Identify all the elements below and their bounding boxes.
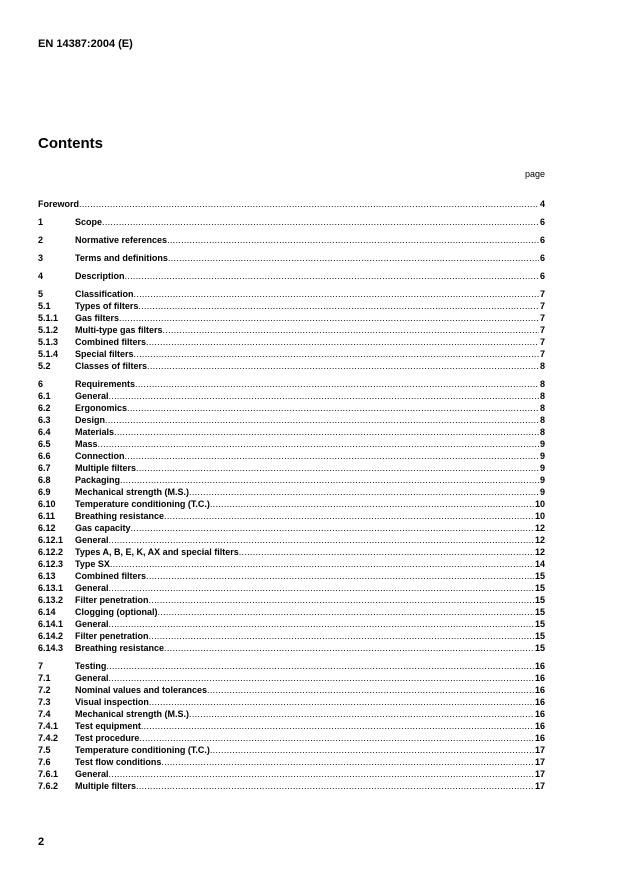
dot-leader bbox=[157, 606, 534, 618]
toc-entry[interactable] bbox=[38, 498, 545, 510]
dot-leader bbox=[163, 324, 539, 336]
toc-entry-page: 16 bbox=[534, 709, 545, 719]
toc-entry-body bbox=[75, 438, 545, 450]
toc-entry[interactable] bbox=[38, 438, 545, 450]
dot-leader bbox=[210, 498, 534, 510]
toc-entry-number: 6 bbox=[38, 379, 44, 389]
dot-leader bbox=[210, 744, 534, 756]
page-column-label: page bbox=[524, 169, 545, 179]
toc-entry-body bbox=[75, 744, 545, 756]
toc-entry-label: General bbox=[75, 619, 109, 629]
toc-entry-number: 6.11 bbox=[38, 511, 56, 521]
toc-entry[interactable] bbox=[38, 570, 545, 582]
toc-entry-page: 6 bbox=[539, 253, 545, 263]
toc-entry-number: 6.5 bbox=[38, 439, 51, 449]
toc-entry-page: 12 bbox=[534, 547, 545, 557]
dot-leader bbox=[146, 336, 539, 348]
toc-entry-body bbox=[75, 378, 545, 390]
toc-entry-page: 15 bbox=[534, 595, 545, 605]
toc-entry-body bbox=[75, 486, 545, 498]
toc-entry-label: Nominal values and tolerances bbox=[75, 685, 208, 695]
toc-entry-body bbox=[75, 414, 545, 426]
toc-entry-number: 6.14.1 bbox=[38, 619, 64, 629]
dot-leader bbox=[114, 426, 539, 438]
dot-leader bbox=[134, 288, 539, 300]
toc-entry-label: Test equipment bbox=[75, 721, 141, 731]
toc-entry-number: 7.4.1 bbox=[38, 721, 59, 731]
toc-entry-body bbox=[75, 252, 545, 264]
toc-entry-number: 6.6 bbox=[38, 451, 51, 461]
toc-entry-number: 6.13.2 bbox=[38, 595, 64, 605]
toc-entry-page: 7 bbox=[539, 325, 545, 335]
toc-entry-page: 16 bbox=[534, 733, 545, 743]
toc-entry-body bbox=[75, 546, 545, 558]
toc-entry-label: Types A, B, E, K, AX and special filters bbox=[75, 547, 239, 557]
dot-leader bbox=[102, 216, 539, 228]
dot-leader bbox=[189, 486, 539, 498]
dot-leader bbox=[149, 696, 534, 708]
toc-entry-label: Breathing resistance bbox=[75, 511, 165, 521]
toc-entry-label: Requirements bbox=[75, 379, 136, 389]
dot-leader bbox=[147, 360, 539, 372]
toc-entry[interactable] bbox=[38, 594, 545, 606]
toc-entry-label: Type SX bbox=[75, 559, 110, 569]
toc-entry[interactable] bbox=[38, 402, 545, 414]
toc-entry-label: Filter penetration bbox=[75, 631, 149, 641]
toc-entry-number: 6.13.1 bbox=[38, 583, 64, 593]
toc-entry-page: 15 bbox=[534, 607, 545, 617]
toc-entry-number: 6.14 bbox=[38, 607, 56, 617]
toc-entry[interactable] bbox=[38, 684, 545, 696]
dot-leader bbox=[79, 198, 539, 210]
toc-entry[interactable] bbox=[38, 462, 545, 474]
toc-entry-label: Classification bbox=[75, 289, 134, 299]
toc-entry-label: Mechanical strength (M.S.) bbox=[75, 487, 190, 497]
toc-entry[interactable] bbox=[38, 558, 545, 570]
toc-entry-page: 10 bbox=[534, 499, 545, 509]
toc-entry[interactable] bbox=[38, 732, 545, 744]
dot-leader bbox=[106, 660, 534, 672]
toc-entry-label: Ergonomics bbox=[75, 403, 128, 413]
toc-entry-page: 16 bbox=[534, 685, 545, 695]
toc-entry[interactable] bbox=[38, 426, 545, 438]
toc-entry-number: 7.6.1 bbox=[38, 769, 59, 779]
toc-entry-page: 17 bbox=[534, 745, 545, 755]
toc-entry-page: 9 bbox=[539, 475, 545, 485]
toc-entry-label: General bbox=[75, 583, 109, 593]
toc-entry-number: 6.14.2 bbox=[38, 631, 64, 641]
toc-entry-body bbox=[75, 732, 545, 744]
toc-entry-body bbox=[75, 474, 545, 486]
toc-entry-body bbox=[75, 684, 545, 696]
toc-entry-page: 6 bbox=[539, 271, 545, 281]
toc-entry-label: Testing bbox=[75, 661, 107, 671]
toc-entry-number: 5.1.1 bbox=[38, 313, 59, 323]
toc-entry-body bbox=[75, 348, 545, 360]
dot-leader bbox=[164, 510, 534, 522]
toc-entry-label: Multiple filters bbox=[75, 463, 137, 473]
toc-entry-page: 15 bbox=[534, 583, 545, 593]
document-id: EN 14387:2004 (E) bbox=[38, 38, 133, 50]
toc-entry[interactable] bbox=[38, 642, 545, 654]
toc-entry-label: Gas capacity bbox=[75, 523, 131, 533]
toc-entry-body bbox=[75, 324, 545, 336]
toc-entry-label: Multiple filters bbox=[75, 781, 137, 791]
toc-entry[interactable] bbox=[38, 744, 545, 756]
toc-entry-number: 5.2 bbox=[38, 361, 51, 371]
toc-entry[interactable] bbox=[38, 216, 545, 228]
toc-entry-page: 6 bbox=[539, 235, 545, 245]
toc-entry-page: 8 bbox=[539, 391, 545, 401]
toc-entry-page: 7 bbox=[539, 313, 545, 323]
toc-entry-body bbox=[75, 606, 545, 618]
dot-leader bbox=[98, 438, 539, 450]
toc-entry-body bbox=[75, 768, 545, 780]
toc-entry-number: 6.8 bbox=[38, 475, 51, 485]
toc-entry-number: 7.3 bbox=[38, 697, 51, 707]
dot-leader bbox=[109, 534, 534, 546]
dot-leader bbox=[207, 684, 534, 696]
toc-entry-page: 16 bbox=[534, 673, 545, 683]
toc-entry-label: Mechanical strength (M.S.) bbox=[75, 709, 190, 719]
toc-entry-number: 6.12.1 bbox=[38, 535, 64, 545]
toc-entry[interactable] bbox=[38, 378, 545, 390]
toc-entry[interactable] bbox=[38, 234, 545, 246]
toc-entry-body bbox=[75, 696, 545, 708]
toc-entry-body bbox=[75, 402, 545, 414]
toc-entry-page: 7 bbox=[539, 301, 545, 311]
dot-leader bbox=[131, 522, 534, 534]
toc-entry[interactable] bbox=[38, 618, 545, 630]
toc-entry-page: 12 bbox=[534, 535, 545, 545]
toc-entry-label: Temperature conditioning (T.C.) bbox=[75, 745, 210, 755]
toc-entry[interactable] bbox=[38, 672, 545, 684]
toc-entry[interactable] bbox=[38, 780, 545, 792]
toc-entry[interactable] bbox=[38, 252, 545, 264]
toc-entry-body bbox=[75, 300, 545, 312]
dot-leader bbox=[138, 300, 539, 312]
toc-entry-body bbox=[75, 360, 545, 372]
toc-entry[interactable] bbox=[38, 300, 545, 312]
toc-entry-label: General bbox=[75, 535, 109, 545]
toc-entry-number: 7.1 bbox=[38, 673, 51, 683]
toc-entry-body bbox=[75, 756, 545, 768]
dot-leader bbox=[136, 462, 539, 474]
dot-leader bbox=[125, 270, 539, 282]
dot-leader bbox=[125, 450, 539, 462]
toc-entry-number: 6.3 bbox=[38, 415, 51, 425]
toc-entry-number: 6.14.3 bbox=[38, 643, 64, 653]
toc-entry-label: Clogging (optional) bbox=[75, 607, 158, 617]
toc-entry-number: 5.1 bbox=[38, 301, 51, 311]
dot-leader bbox=[239, 546, 534, 558]
toc-entry-number: 7.6.2 bbox=[38, 781, 59, 791]
dot-leader bbox=[127, 402, 539, 414]
page-title: Contents bbox=[38, 135, 103, 152]
toc-entry-number: 4 bbox=[38, 271, 44, 281]
dot-leader bbox=[109, 768, 534, 780]
toc-entry-page: 9 bbox=[539, 439, 545, 449]
toc-entry-number: 6.1 bbox=[38, 391, 51, 401]
toc-entry-page: 15 bbox=[534, 619, 545, 629]
toc-entry-label: Types of filters bbox=[75, 301, 139, 311]
toc-entry[interactable] bbox=[38, 312, 545, 324]
toc-entry-label: Materials bbox=[75, 427, 115, 437]
toc-entry-label: Temperature conditioning (T.C.) bbox=[75, 499, 210, 509]
toc-entry-page: 7 bbox=[539, 289, 545, 299]
toc-entry-page: 9 bbox=[539, 487, 545, 497]
dot-leader bbox=[134, 348, 539, 360]
toc-entry-page: 17 bbox=[534, 781, 545, 791]
toc-entry-body bbox=[75, 672, 545, 684]
toc-entry[interactable] bbox=[38, 198, 545, 210]
toc-entry-body bbox=[75, 450, 545, 462]
dot-leader bbox=[139, 732, 534, 744]
toc-entry[interactable] bbox=[38, 696, 545, 708]
dot-leader bbox=[149, 594, 534, 606]
toc-entry-label: Classes of filters bbox=[75, 361, 148, 371]
dot-leader bbox=[119, 312, 539, 324]
toc-entry[interactable] bbox=[38, 546, 545, 558]
toc-entry[interactable] bbox=[38, 336, 545, 348]
toc-entry-label: Combined filters bbox=[75, 571, 147, 581]
table-of-contents bbox=[38, 198, 545, 792]
page-number: 2 bbox=[38, 836, 45, 848]
dot-leader bbox=[109, 672, 534, 684]
toc-entry[interactable] bbox=[38, 756, 545, 768]
toc-entry-page: 14 bbox=[534, 559, 545, 569]
toc-entry-label: Gas filters bbox=[75, 313, 120, 323]
toc-entry-page: 7 bbox=[539, 337, 545, 347]
toc-entry-page: 8 bbox=[539, 415, 545, 425]
toc-entry-label: Test procedure bbox=[75, 733, 140, 743]
toc-entry-number: 7.2 bbox=[38, 685, 51, 695]
toc-entry[interactable] bbox=[38, 630, 545, 642]
toc-entry-number: 6.12.2 bbox=[38, 547, 64, 557]
toc-entry-label: Connection bbox=[75, 451, 125, 461]
toc-entry-body bbox=[75, 522, 545, 534]
toc-entry-body bbox=[75, 618, 545, 630]
toc-entry-body bbox=[75, 336, 545, 348]
toc-entry-number: 7.4.2 bbox=[38, 733, 59, 743]
dot-leader bbox=[146, 570, 534, 582]
toc-entry-body bbox=[75, 594, 545, 606]
toc-entry-page: 8 bbox=[539, 379, 545, 389]
toc-entry-page: 15 bbox=[534, 631, 545, 641]
toc-entry-body bbox=[75, 630, 545, 642]
toc-entry-page: 6 bbox=[539, 217, 545, 227]
toc-entry-body bbox=[75, 234, 545, 246]
dot-leader bbox=[168, 252, 539, 264]
toc-entry-label: Special filters bbox=[75, 349, 134, 359]
toc-entry-page: 15 bbox=[534, 643, 545, 653]
toc-entry-page: 8 bbox=[539, 403, 545, 413]
toc-entry[interactable] bbox=[38, 582, 545, 594]
toc-entry[interactable] bbox=[38, 450, 545, 462]
toc-entry-number: 5.1.4 bbox=[38, 349, 59, 359]
dot-leader bbox=[110, 558, 534, 570]
toc-entry[interactable] bbox=[38, 510, 545, 522]
toc-entry-number: 6.7 bbox=[38, 463, 51, 473]
toc-entry-label: Filter penetration bbox=[75, 595, 149, 605]
toc-entry-page: 9 bbox=[539, 451, 545, 461]
toc-entry-page: 15 bbox=[534, 571, 545, 581]
toc-entry[interactable] bbox=[38, 348, 545, 360]
toc-entry[interactable] bbox=[38, 660, 545, 672]
toc-entry-page: 17 bbox=[534, 757, 545, 767]
dot-leader bbox=[167, 234, 539, 246]
toc-entry-body bbox=[75, 288, 545, 300]
dot-leader bbox=[109, 582, 534, 594]
dot-leader bbox=[141, 720, 534, 732]
toc-entry-label: General bbox=[75, 673, 109, 683]
toc-entry-body bbox=[75, 426, 545, 438]
toc-entry-label: Multi-type gas filters bbox=[75, 325, 163, 335]
toc-entry[interactable] bbox=[38, 606, 545, 618]
dot-leader bbox=[109, 390, 539, 402]
toc-entry-label: Combined filters bbox=[75, 337, 147, 347]
toc-entry-label: General bbox=[75, 769, 109, 779]
toc-entry[interactable] bbox=[38, 522, 545, 534]
toc-entry-page: 10 bbox=[534, 511, 545, 521]
toc-entry-body bbox=[75, 558, 545, 570]
toc-entry-body bbox=[75, 510, 545, 522]
toc-entry-page: 17 bbox=[534, 769, 545, 779]
toc-entry-body bbox=[75, 642, 545, 654]
toc-entry-page: 12 bbox=[534, 523, 545, 533]
toc-entry[interactable] bbox=[38, 534, 545, 546]
toc-entry-body bbox=[75, 708, 545, 720]
toc-entry-label: Visual inspection bbox=[75, 697, 149, 707]
toc-entry-label: Mass bbox=[75, 439, 98, 449]
toc-entry-body bbox=[75, 780, 545, 792]
dot-leader bbox=[120, 474, 539, 486]
toc-entry-label: Normative references bbox=[75, 235, 168, 245]
toc-entry-number: 7.4 bbox=[38, 709, 51, 719]
toc-entry[interactable] bbox=[38, 390, 545, 402]
toc-entry-number: 7.5 bbox=[38, 745, 51, 755]
toc-entry-page: 7 bbox=[539, 349, 545, 359]
dot-leader bbox=[135, 378, 539, 390]
toc-entry-body bbox=[75, 216, 545, 228]
toc-entry[interactable] bbox=[38, 486, 545, 498]
dot-leader bbox=[161, 756, 534, 768]
toc-entry-number: 6.4 bbox=[38, 427, 51, 437]
toc-entry-number: 5.1.3 bbox=[38, 337, 59, 347]
toc-entry-body bbox=[75, 660, 545, 672]
toc-entry-label: General bbox=[75, 391, 109, 401]
toc-entry-page: 16 bbox=[534, 697, 545, 707]
toc-entry-label: Breathing resistance bbox=[75, 643, 165, 653]
toc-entry-number: 1 bbox=[38, 217, 44, 227]
toc-entry-body bbox=[75, 534, 545, 546]
toc-entry-body bbox=[75, 582, 545, 594]
toc-entry-page: 4 bbox=[539, 199, 545, 209]
toc-entry[interactable] bbox=[38, 474, 545, 486]
dot-leader bbox=[164, 642, 534, 654]
toc-entry[interactable] bbox=[38, 360, 545, 372]
toc-entry[interactable] bbox=[38, 768, 545, 780]
toc-entry-label: Scope bbox=[75, 217, 103, 227]
toc-entry-label: Packaging bbox=[75, 475, 121, 485]
toc-entry-number: 3 bbox=[38, 253, 44, 263]
toc-entry-body bbox=[75, 498, 545, 510]
toc-entry-number: 5 bbox=[38, 289, 44, 299]
toc-entry[interactable] bbox=[38, 270, 545, 282]
toc-entry-number: 6.9 bbox=[38, 487, 51, 497]
toc-entry-body bbox=[38, 198, 545, 210]
toc-entry[interactable] bbox=[38, 414, 545, 426]
toc-entry-label: Description bbox=[75, 271, 125, 281]
toc-entry-label: Design bbox=[75, 415, 106, 425]
toc-entry-page: 9 bbox=[539, 463, 545, 473]
dot-leader bbox=[109, 618, 534, 630]
toc-entry-body bbox=[75, 570, 545, 582]
toc-entry-label: Foreword bbox=[38, 199, 80, 209]
toc-entry-page: 16 bbox=[534, 661, 545, 671]
toc-entry-number: 7 bbox=[38, 661, 44, 671]
toc-entry[interactable] bbox=[38, 324, 545, 336]
dot-leader bbox=[189, 708, 534, 720]
toc-entry-body bbox=[75, 270, 545, 282]
toc-entry-number: 6.12.3 bbox=[38, 559, 64, 569]
toc-entry[interactable] bbox=[38, 720, 545, 732]
toc-entry-number: 6.13 bbox=[38, 571, 56, 581]
toc-entry-page: 16 bbox=[534, 721, 545, 731]
toc-entry-number: 6.2 bbox=[38, 403, 51, 413]
toc-entry-number: 7.6 bbox=[38, 757, 51, 767]
toc-entry-body bbox=[75, 390, 545, 402]
dot-leader bbox=[149, 630, 534, 642]
dot-leader bbox=[105, 414, 539, 426]
dot-leader bbox=[136, 780, 534, 792]
toc-entry-page: 8 bbox=[539, 427, 545, 437]
toc-entry-label: Terms and definitions bbox=[75, 253, 168, 263]
toc-entry-page: 8 bbox=[539, 361, 545, 371]
toc-entry-body bbox=[75, 312, 545, 324]
toc-entry-number: 2 bbox=[38, 235, 44, 245]
toc-entry-number: 6.10 bbox=[38, 499, 56, 509]
toc-entry-number: 6.12 bbox=[38, 523, 56, 533]
toc-entry[interactable] bbox=[38, 708, 545, 720]
toc-entry-body bbox=[75, 462, 545, 474]
toc-entry-number: 5.1.2 bbox=[38, 325, 59, 335]
toc-entry[interactable] bbox=[38, 288, 545, 300]
toc-entry-body bbox=[75, 720, 545, 732]
toc-entry-label: Test flow conditions bbox=[75, 757, 162, 767]
